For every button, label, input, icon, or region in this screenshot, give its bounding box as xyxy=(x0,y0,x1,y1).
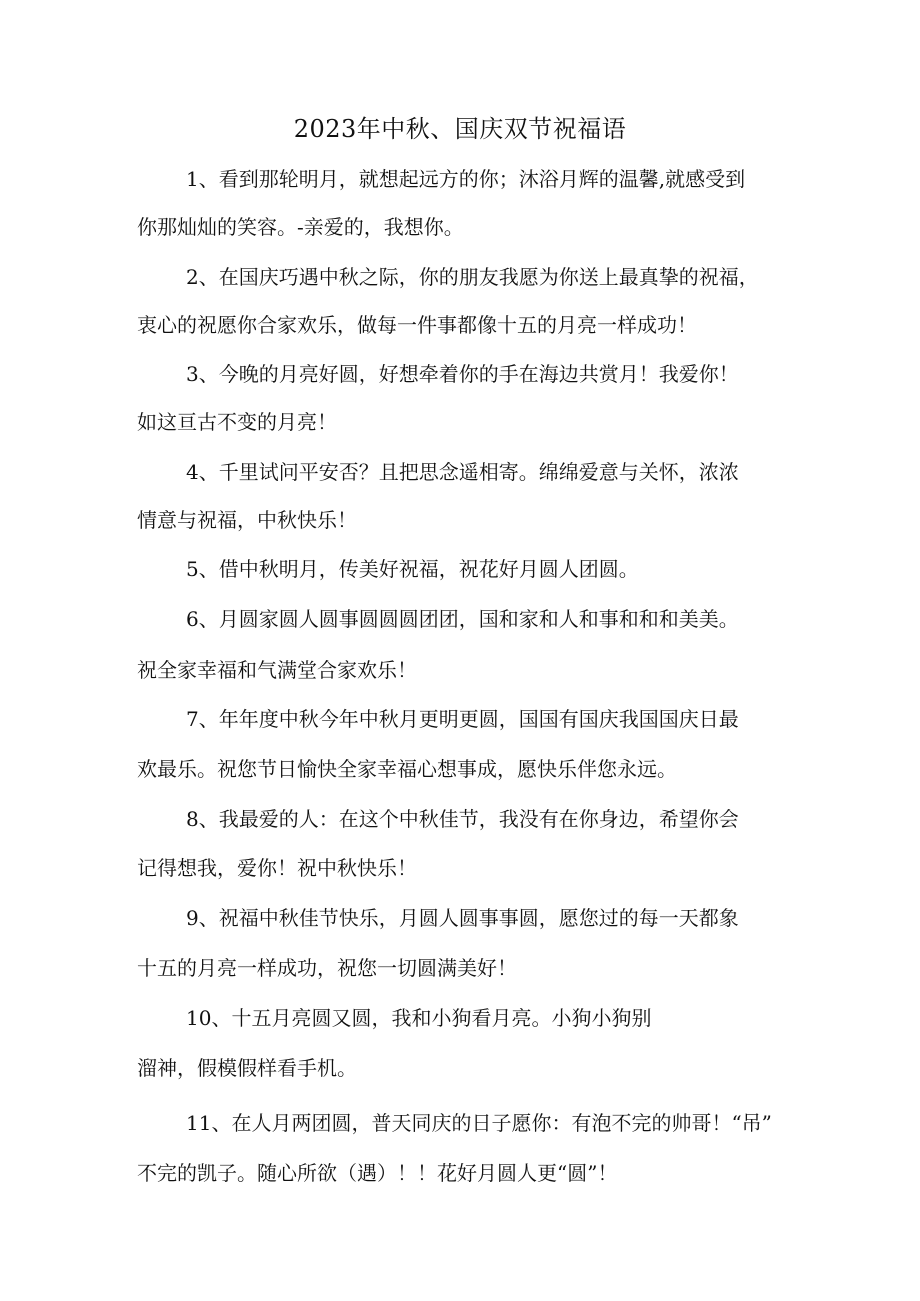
paragraph-line: 祝全家幸福和气满堂合家欢乐！ xyxy=(137,658,417,682)
paragraph-line: 情意与祝福，中秋快乐！ xyxy=(137,508,357,532)
paragraph-line: 10、十五月亮圆又圆，我和小狗看月亮。小狗小狗别 xyxy=(186,1006,652,1030)
paragraph-line: 3、今晚的月亮好圆，好想牵着你的手在海边共赏月！我爱你！ xyxy=(186,362,739,386)
paragraph-line: 十五的月亮一样成功，祝您一切圆满美好！ xyxy=(137,956,517,980)
paragraph-line: 你那灿灿的笑容。-亲爱的，我想你。 xyxy=(137,215,464,239)
paragraph-line: 4、千里试问平安否？且把思念遥相寄。绵绵爱意与关怀，浓浓 xyxy=(186,460,739,484)
paragraph-line: 5、借中秋明月，传美好祝福，祝花好月圆人团圆。 xyxy=(186,557,639,581)
document-title: 2023年中秋、国庆双节祝福语 xyxy=(293,115,627,143)
paragraph-line: 记得想我，爱你！祝中秋快乐！ xyxy=(137,856,417,880)
paragraph-line: 11、在人月两团圆，普天同庆的日子愿你：有泡不完的帅哥！“吊” xyxy=(186,1111,772,1135)
paragraph-line: 不完的凯子。随心所欲（遇）！！花好月圆人更“圆”！ xyxy=(137,1161,618,1185)
paragraph-line: 衷心的祝愿你合家欢乐，做每一件事都像十五的月亮一样成功！ xyxy=(137,313,697,337)
paragraph-line: 2、在国庆巧遇中秋之际，你的朋友我愿为你送上最真挚的祝福， xyxy=(186,265,759,289)
paragraph-line: 如这亘古不变的月亮！ xyxy=(137,410,337,434)
paragraph-line: 溜神，假模假样看手机。 xyxy=(137,1056,357,1080)
paragraph-line: 7、年年度中秋今年中秋月更明更圆，国国有国庆我国国庆日最 xyxy=(186,707,739,731)
paragraph-line: 8、我最爱的人：在这个中秋佳节，我没有在你身边，希望你会 xyxy=(186,807,739,831)
paragraph-line: 9、祝福中秋佳节快乐，月圆人圆事事圆，愿您过的每一天都象 xyxy=(186,906,739,930)
paragraph-line: 6、月圆家圆人圆事圆圆圆团团，国和家和人和事和和和美美。 xyxy=(186,607,739,631)
paragraph-line: 1、看到那轮明月，就想起远方的你；沐浴月辉的温馨,就感受到 xyxy=(186,167,746,191)
paragraph-line: 欢最乐。祝您节日愉快全家幸福心想事成，愿快乐伴您永远。 xyxy=(137,757,677,781)
